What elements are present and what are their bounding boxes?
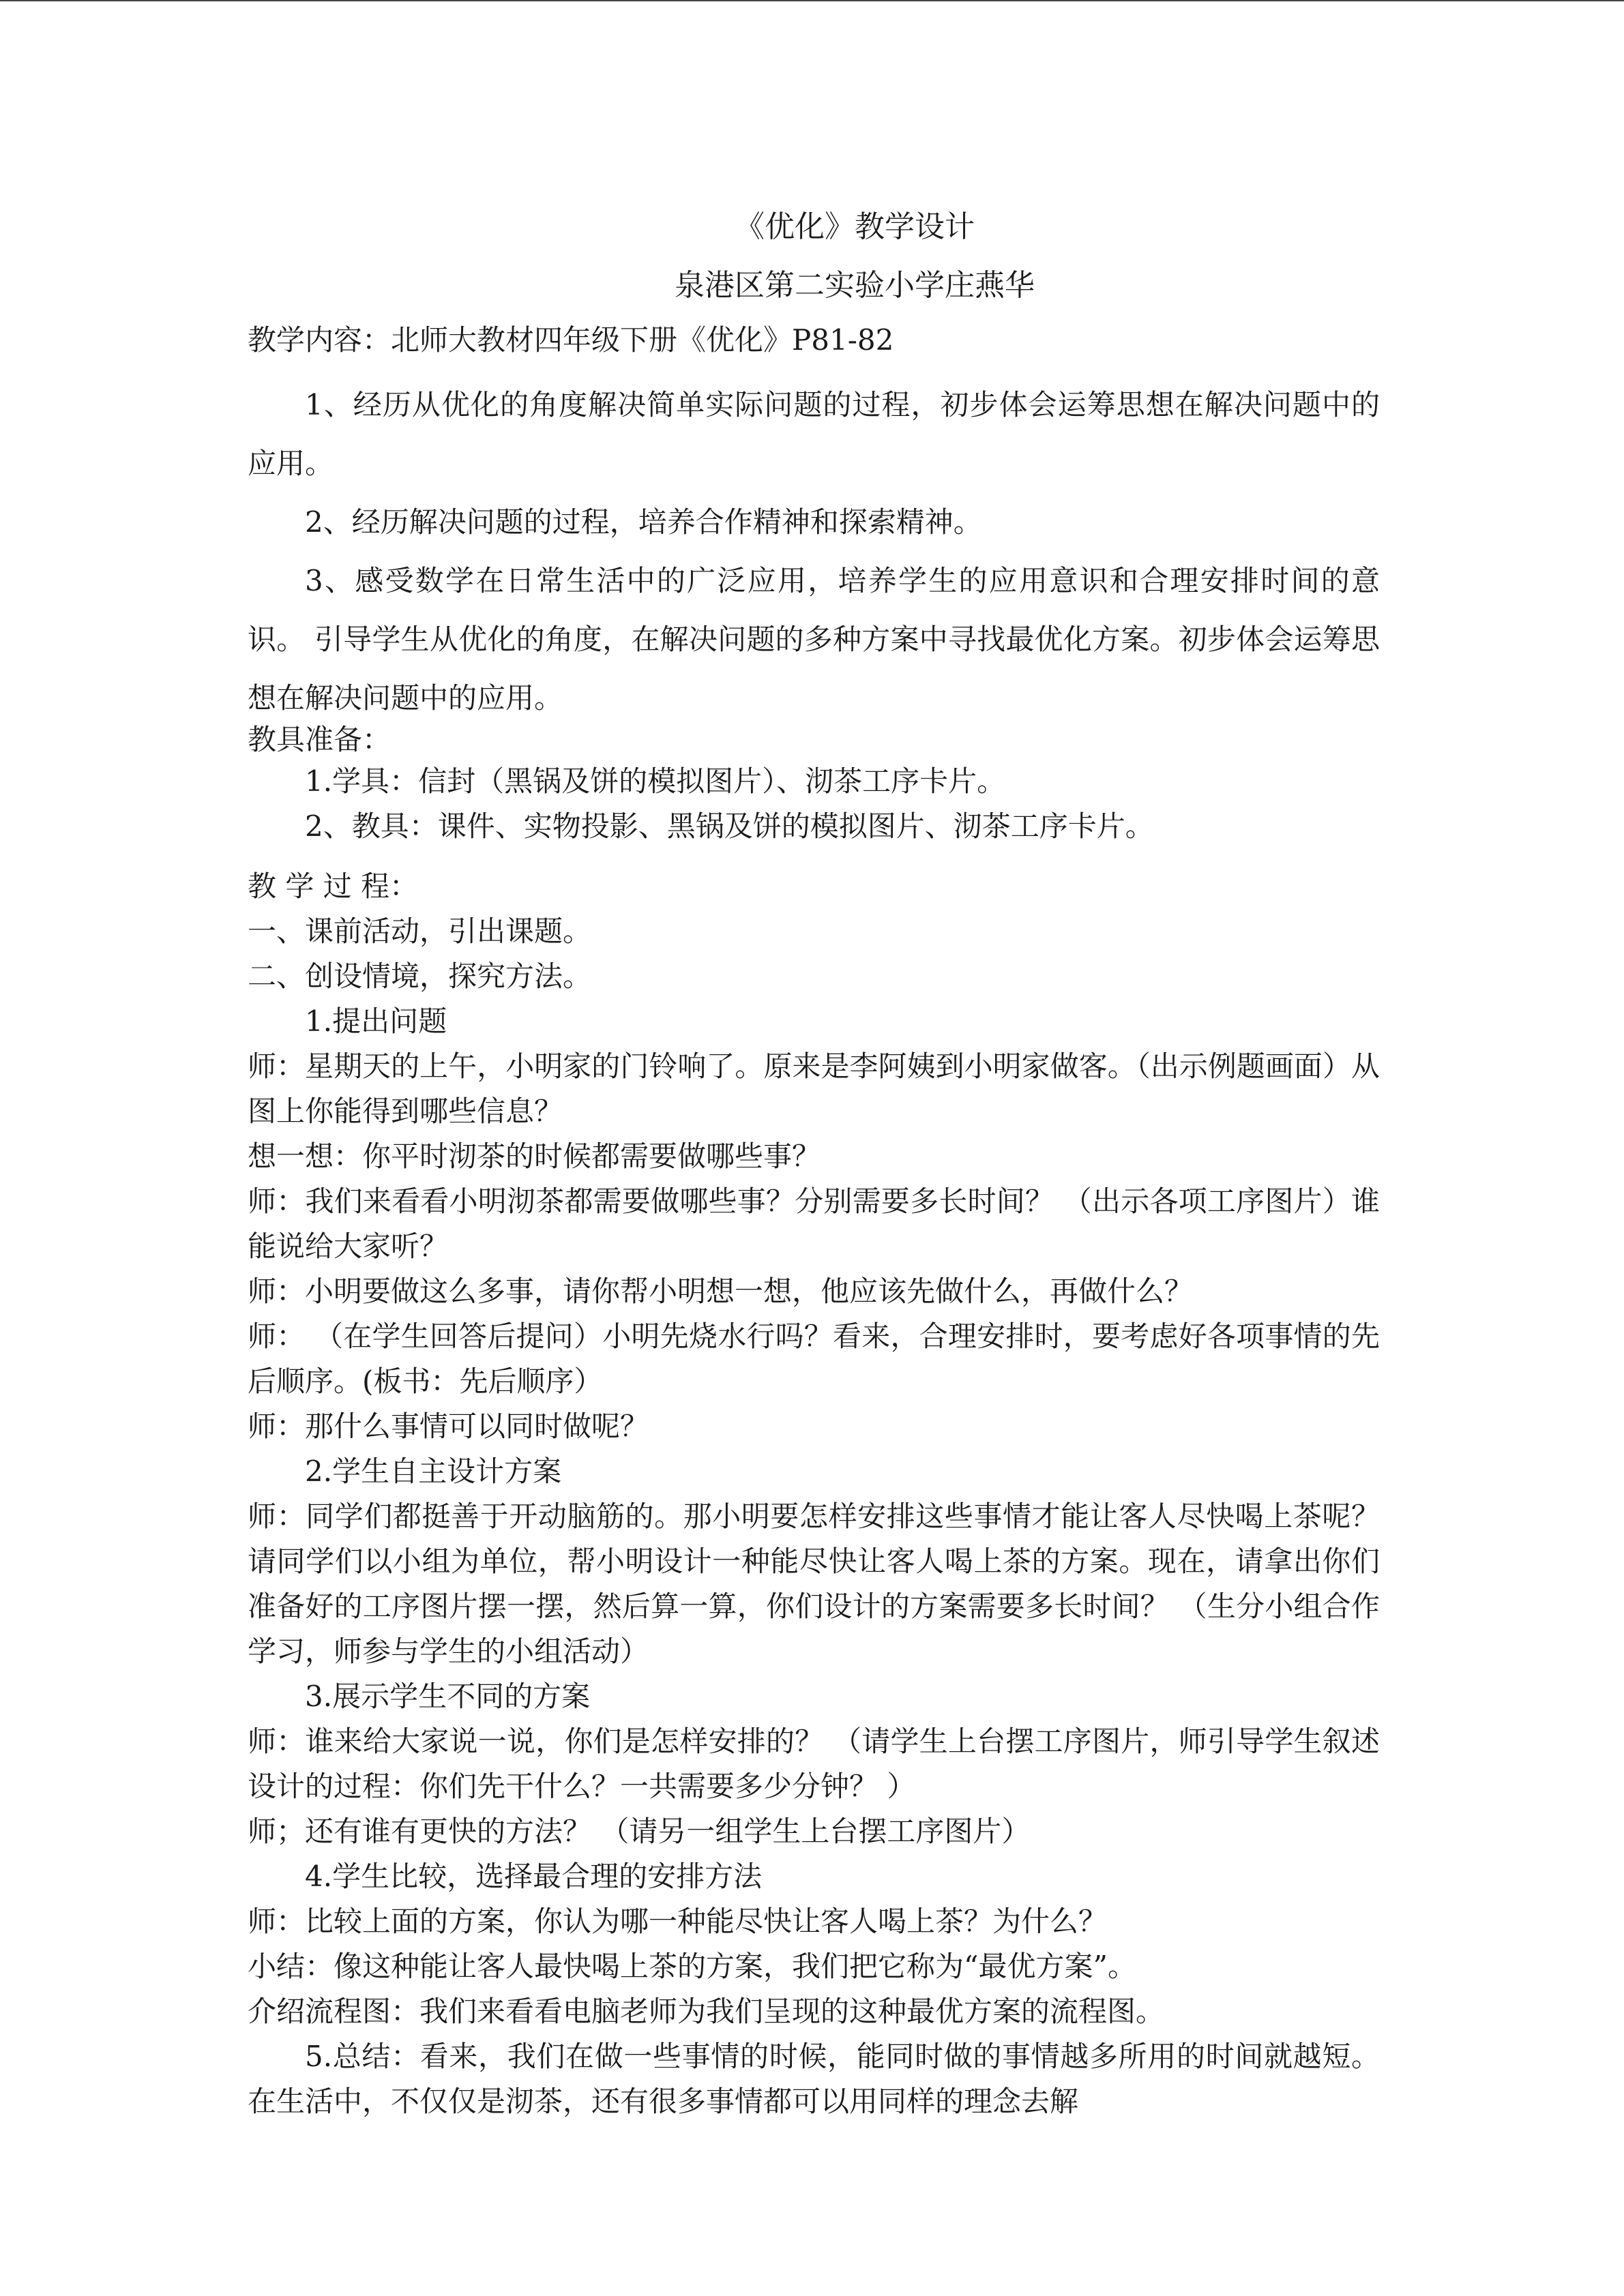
step-2-heading: 2.学生自主设计方案 (305, 1455, 562, 1488)
section-two: 二、创设情境，探究方法。 (248, 959, 592, 993)
step-2-paragraph-1: 师：同学们都挺善于开动脑筋的。那小明要怎样安排这些事情才能让客人尽快喝上茶呢？请同学们以小组为单位，帮小明设计一种能尽快让客人喝上茶的方案。现在，请拿出你们准备好的工序图片摆一摆，然后算一算，你们设计的方案需要多长时间？ （生分小组合作学习，师参与学生的小组活动） (248, 1500, 1380, 1668)
author-line: 泉港区第二实验小学庄燕华 (675, 268, 1035, 303)
step-4-heading: 4.学生比较，选择最合理的安排方法 (305, 1860, 763, 1893)
step-1-heading: 1.提出问题 (305, 1004, 447, 1038)
section-one: 一、课前活动，引出课题。 (248, 914, 592, 948)
step-3-paragraph-1: 师：谁来给大家说一说，你们是怎样安排的？ （请学生上台摆工序图片，师引导学生叙述设计的过程：你们先干什么？一共需要多少分钟？ ） (248, 1725, 1380, 1803)
step-1-paragraph-1: 师：星期天的上午，小明家的门铃响了。原来是李阿姨到小明家做客。（出示例题画面）从图上你能得到哪些信息？ (248, 1049, 1380, 1128)
process-heading: 教 学 过 程： (248, 869, 419, 903)
step-1-paragraph-2: 想一想：你平时沏茶的时候都需要做哪些事？ (248, 1139, 821, 1173)
step-3-heading: 3.展示学生不同的方案 (305, 1680, 591, 1713)
objective-2: 2、经历解决问题的过程，培养合作精神和探索精神。 (305, 505, 982, 539)
step-3-paragraph-2: 师；还有谁有更快的方法？ （请另一组学生上台摆工序图片） (248, 1815, 1031, 1848)
prep-heading: 教具准备： (248, 723, 392, 756)
objective-3: 3、感受数学在日常生活中的广泛应用，培养学生的应用意识和合理安排时间的意识。 引导学生从优化的角度，在解决问题的多种方案中寻找最优化方案。初步体会运筹思想在解决问题中的应用。 (248, 564, 1380, 715)
step-4-paragraph-1: 师：比较上面的方案，你认为哪一种能尽快让客人喝上茶？为什么？ (248, 1905, 1108, 1938)
step-1-paragraph-5: 师： （在学生回答后提问）小明先烧水行吗？看来，合理安排时，要考虑好各项事情的先后顺序。(板书：先后顺序） (248, 1320, 1380, 1398)
document-title: 《优化》教学设计 (735, 209, 975, 244)
document-page (248, 208, 1380, 2124)
teaching-content-line: 教学内容：北师大教材四年级下册《优化》P81-82 (248, 323, 894, 357)
step-1-paragraph-4: 师：小明要做这么多事，请你帮小明想一想，他应该先做什么，再做什么？ (248, 1274, 1194, 1308)
step-1-paragraph-6: 师：那什么事情可以同时做呢？ (248, 1410, 649, 1443)
prep-item-2: 2、教具：课件、实物投影、黑锅及饼的模拟图片、沏茶工序卡片。 (305, 809, 1154, 843)
step-4-flowchart-intro: 介绍流程图：我们来看看电脑老师为我们呈现的这种最优方案的流程图。 (248, 1995, 1165, 2028)
step-4-summary: 小结：像这种能让客人最快喝上茶的方案，我们把它称为“最优方案”。 (248, 1950, 1136, 1983)
step-1-paragraph-3: 师：我们来看看小明沏茶都需要做哪些事？分别需要多长时间？ （出示各项工序图片）谁能说给大家听？ (248, 1184, 1380, 1263)
objective-1: 1、经历从优化的角度解决简单实际问题的过程，初步体会运筹思想在解决问题中的应用。 (248, 388, 1380, 480)
prep-item-1: 1.学具：信封（黑锅及饼的模拟图片）、沏茶工序卡片。 (305, 764, 1006, 798)
step-5-summary: 5.总结：看来，我们在做一些事情的时候，能同时做的事情越多所用的时间就越短。在生活中，不仅仅是沏茶，还有很多事情都可以用同样的理念去解 (248, 2040, 1380, 2118)
top-border-line (0, 0, 1624, 1)
